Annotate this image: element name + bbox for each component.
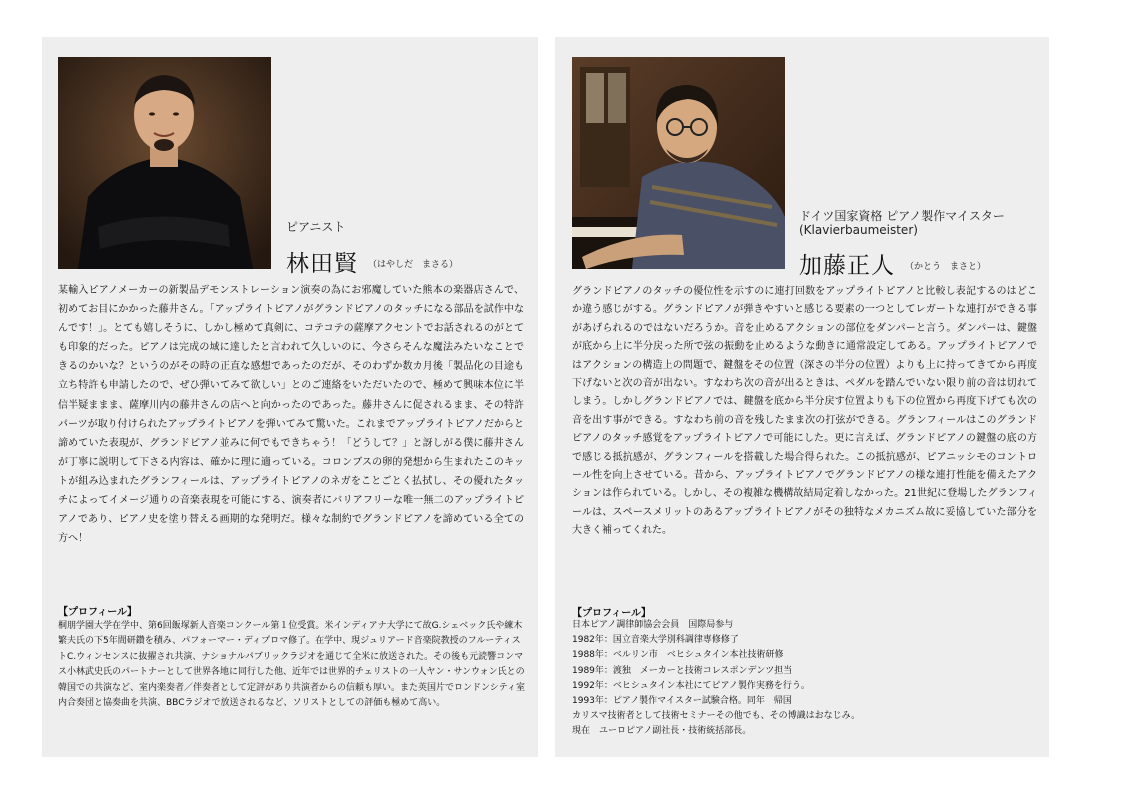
profile-list — [572, 618, 1042, 740]
profile-panel-kato — [555, 37, 1049, 757]
person-name: 林田賢 — [286, 251, 358, 277]
name-reading: （かとう まさと） — [905, 262, 987, 272]
profile-title: 【プロフィール】 — [572, 608, 651, 619]
profile-item: 1992年：ベヒシュタイン本社にてピアノ製作実務を行う。 — [572, 680, 810, 691]
profile-item: 日本ピアノ調律師協会会員 国際局参与 — [572, 620, 734, 630]
name-reading: （はやしだ まさる） — [368, 260, 459, 270]
portrait-photo — [572, 57, 785, 269]
role-title: ドイツ国家資格 ピアノ製作マイスター — [799, 209, 1005, 223]
role-title-german: (Klavierbaumeister) — [799, 223, 918, 237]
profile-item: 1988年：ベルリン市 ベヒシュタイン本社技術研修 — [572, 650, 784, 661]
profile-panel-hayashida — [42, 37, 538, 757]
role-label: ピアニスト — [286, 220, 346, 234]
portrait-photo — [58, 57, 271, 269]
name-heading — [286, 245, 458, 278]
profile-item: 1989年：渡独 メーカーと技術コレスポンデンツ担当 — [572, 665, 793, 676]
portrait-illustration — [572, 57, 785, 269]
role-label — [799, 209, 1005, 237]
name-heading — [799, 247, 986, 280]
profile-text: 桐朋学園大学在学中、第6回飯塚新人音楽コンクール第１位受賞。米インディアナ大学にて故G.シェベック氏や練木繁夫氏の下5年間研鑽を積み、パフォーマー・ディプロマ修了。在学中、現ジュリアード音楽院教授のフルーティストC.ウィンセンスに抜擢され共演、ナショナルパブリックラジオを通じて全米に放送された。その後も元読響コンマス小林武史氏のパートナーとして世界各地に同行した他、近年では世界的チェリストの一人ヤン・サンウォン氏との韓国での共演など、室内楽奏者／伴奏者として定評があり共演者からの信頼も厚い。また英国片でロンドンシティ室内合奏団と協奏曲を共演、BBCラジオで放送されるなど、ソリストとしての評価も極めて高い。 — [58, 621, 526, 709]
article-text: グランドピアノのタッチの優位性を示すのに連打回数をアップライトピアノと比較し表記するのはどこか違う感じがする。グランドピアノが弾きやすいと感じる要素の一つとしてレガートな連打ができる事があげられるのではないだろうか。音を止めるアクションの部位をダンパーと言う。ダンパーは、鍵盤が底から上に半分戻った所で弦の振動を止めるような動きに通常設定してある。アップライトピアノではアクションの構造上の問題で、鍵盤をその位置（深さの半分の位置）よりも上に持ってきてから再度下げないと次の音が出ない。すなわち次の音が出るときは、ペダルを踏んでいない限り前の音は切れてしまう。しかしグランドピアノでは、鍵盤を底から半分戻す位置よりも下の位置から再度下げても次の音を出す事ができる。すなわち前の音を残したまま次の打弦ができる。グランフィールはこのグランドピアノのタッチ感覚をアップライトピアノで可能にした。更に言えば、グランドピアノの鍵盤の底の方で感じる抵抗感が、グランフィールを搭載した場合得られた。この抵抗感が、ピアニッシモのコントロール性を向上させている。昔から、アップライトピアノでグランドピアノの様な連打性能を備えたアクションは作られている。しかし、その複雑な機構故結局定着しなかった。21世紀に登場したグランフィールは、スペースメリットのあるアップライトピアノがその独特なメカニズム故に妥協していた部分を大きく補ってくれた。 — [572, 286, 1037, 537]
portrait-illustration — [58, 57, 271, 269]
person-name: 加藤正人 — [799, 253, 895, 279]
profile-item: 1993年：ピアノ製作マイスター試験合格。同年 帰国 — [572, 696, 792, 707]
testimonial-text: 某輸入ピアノメーカーの新製品デモンストレーション演奏の為にお邪魔していた熊本の楽器店さんで、初めてお目にかかった藤井さん。「アップライトピアノがグランドピアノのタッチになる部品を試作中なんです！」。とても嬉しそうに、しかし極めて真剣に、コテコテの薩摩アクセントでお話されるのがとても印象的だった。ピアノは完成の域に達したと言われて久しいのに、今さらそんな魔法みたいなことできるのかいな？というのがその時の正直な感想であったのだが、そのわずか数カ月後「製品化の目途も立ち特許も申請したので、ぜひ弾いてみて欲しい」とのご連絡をいただいたので、極めて興味本位に半信半疑ままま、薩摩川内の藤井さんの店へと向かったのであった。藤井さんに促されるまま、その特許パーツが取り付けられたアップライトピアノを弾いてみて驚いた。これまでアップライトピアノだからと諦めていた表現が、グランドピアノ並みに何でもできちゃう！「どうして？」と訝しがる僕に藤井さんが丁寧に説明して下さる内容は、確かに理に適っている。コロンブスの卵的発想から生まれたこのキットが組み込まれたグランフィールは、アップライトピアノのネガをことごとく払拭し、その優れたタッチによってイメージ通りの音楽表現を可能にする、演奏者にバリアフリーな唯一無二のアップライトピアノであり、ピアノ史を塗り替える画期的な発明だ。様々な制約でグランドピアノを諦めている全ての方へ！ — [58, 285, 524, 545]
profile-item: 1982年：国立音楽大学別科調律専修修了 — [572, 635, 739, 646]
profile-item: 現在 ユーロピアノ副社長・技術統括部長。 — [572, 726, 752, 737]
profile-title: 【プロフィール】 — [58, 607, 137, 618]
profile-item: カリスマ技術者として技術セミナーその他でも、その博識はおなじみ。 — [572, 711, 861, 722]
